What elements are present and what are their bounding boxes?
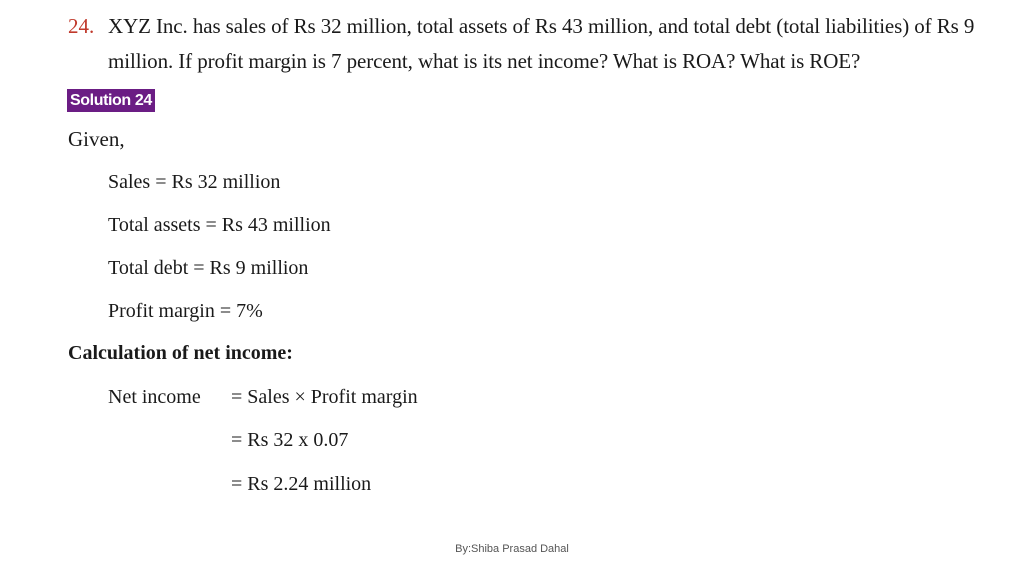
question-text-line-1: XYZ Inc. has sales of Rs 32 million, total assets of Rs 43 million, and total debt (total liabilities) of Rs 9 [108,14,975,38]
given-sales: Sales = Rs 32 million [108,171,281,193]
footer-author: By:Shiba Prasad Dahal [455,543,569,555]
net-income-label: Net income [108,386,201,408]
step-formula: = Sales × Profit margin [231,386,418,408]
calculation-heading: Calculation of net income: [68,342,293,364]
question-text-line-2: million. If profit margin is 7 percent, what is its net income? What is ROA? What is ROE? [108,49,861,73]
question-number: 24. [68,14,95,38]
given-total-debt: Total debt = Rs 9 million [108,257,309,279]
solution-badge: Solution 24 [67,89,155,112]
step-result: = Rs 2.24 million [231,473,372,495]
given-label: Given, [68,127,125,151]
step-substitution: = Rs 32 x 0.07 [231,429,349,451]
given-profit-margin: Profit margin = 7% [108,300,263,322]
given-total-assets: Total assets = Rs 43 million [108,214,331,236]
